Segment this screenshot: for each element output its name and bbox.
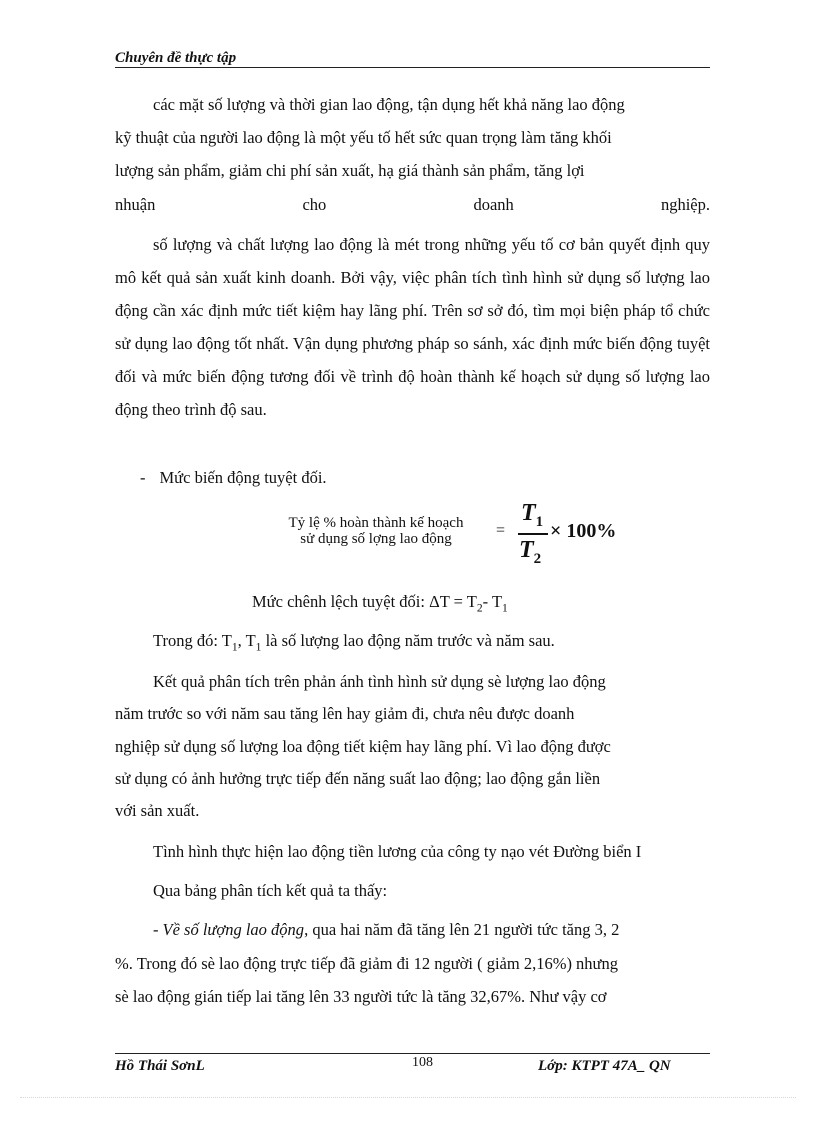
formula-label-line-2: sử dụng số lợng lao động <box>300 531 452 547</box>
formula-denominator: $T_2$ <box>519 537 542 567</box>
paragraph-4: Tình hình thực hiện lao động tiền lương của công ty nạo vét Đường biển I <box>153 842 642 861</box>
paragraph-1-line-3: lượng sản phẩm, giảm chi phí sản xuất, hạ giá thành sản phẩm, tăng lợi <box>115 161 585 180</box>
formula-equals: = <box>496 522 506 539</box>
header-title: Chuyên đề thực tập <box>115 50 237 66</box>
word: doanh <box>473 195 514 214</box>
paragraph-5: Qua bảng phân tích kết quả ta thấy: <box>153 881 388 900</box>
bullet-text: Mức biến động tuyệt đối. <box>159 468 327 487</box>
word: nhuận <box>115 195 156 214</box>
paragraph-3-line-2: năm trước so với năm sau tăng lên hay giảm đi, chưa nêu được doanh <box>115 704 575 723</box>
bullet-absolute-change <box>140 468 327 488</box>
footer-rule <box>115 1053 710 1054</box>
fraction-bar <box>518 533 548 535</box>
paragraph-2: số lượng và chất lượng lao động là mét trong những yếu tố cơ bản quyết định quy mô kết quả sản xuất kinh doanh. Bởi vậy, việc phân tích tình hình sử dụng số lượng lao động cần xác định mức tiết kiệm hay lãng phí. Trên sơ sở đó, tìm mọi biện pháp tổ chức sử dụng lao động tốt nhất. Vận dụng phương pháp so sánh, xác định mức biến động tuyệt đối và mức biến động tương đối về trình độ hoàn thành kế hoạch sử dụng số lượng lao động theo trình độ sau. <box>115 235 710 419</box>
paragraph-6-line-3: sè lao động gián tiếp lai tăng lên 33 người tức là tăng 32,67%. Như vậy cơ <box>115 987 607 1006</box>
absolute-difference-formula: Mức chênh lệch tuyệt đối: $\Delta T = T_2-$ $T_1$ <box>252 592 508 615</box>
page-number: 108 <box>412 1055 433 1070</box>
paragraph-3-line-3: nghiệp sử dụng số lượng loa động tiết kiệm hay lãng phí. Vì lao động được <box>115 737 611 756</box>
paragraph-3-line-5: với sản xuất. <box>115 801 200 820</box>
paragraph-1-last-line <box>115 195 710 215</box>
formula-label-line-1: Tỷ lệ % hoàn thành kế hoạch <box>288 515 464 531</box>
italic-phrase: Về số lượng lao động <box>162 920 305 939</box>
formula-numerator: $T_1$ <box>521 500 544 530</box>
footer-class: Lớp: KTPT 47A_ QN <box>538 1058 671 1074</box>
paragraph-6-line-1: - Về số lượng lao động, qua hai năm đã tăng lên 21 người tức tăng 3, 2 <box>153 920 620 939</box>
formula-explanation: Trong đó: $T_1$, $T_1$ là số lượng lao động năm trước và năm sau. <box>153 631 555 654</box>
paragraph-3-line-1: Kết quả phân tích trên phản ánh tình hình sử dụng sè lượng lao động <box>153 672 606 691</box>
paragraph-1-line-1: các mặt số lượng và thời gian lao động, tận dụng hết khả năng lao động <box>153 95 625 114</box>
formula-label <box>262 515 490 547</box>
word: cho <box>302 195 327 214</box>
header-rule <box>115 67 710 68</box>
formula-multiplier: × 100% <box>550 520 617 542</box>
page-bottom-border <box>20 1097 796 1098</box>
word: nghiệp. <box>660 195 710 214</box>
paragraph-1-line-2: kỹ thuật của người lao động là một yếu tố hết sức quan trọng làm tăng khối <box>115 128 612 147</box>
footer-author: Hồ Thái SơnL <box>115 1058 205 1074</box>
paragraph-3-line-4: sử dụng có ảnh hưởng trực tiếp đến năng suất lao động; lao động gắn liền <box>115 769 601 788</box>
bullet-dash: - <box>140 468 146 487</box>
paragraph-6-line-2: %. Trong đó sè lao động trực tiếp đã giảm đi 12 người ( giảm 2,16%) nhưng <box>115 954 619 973</box>
